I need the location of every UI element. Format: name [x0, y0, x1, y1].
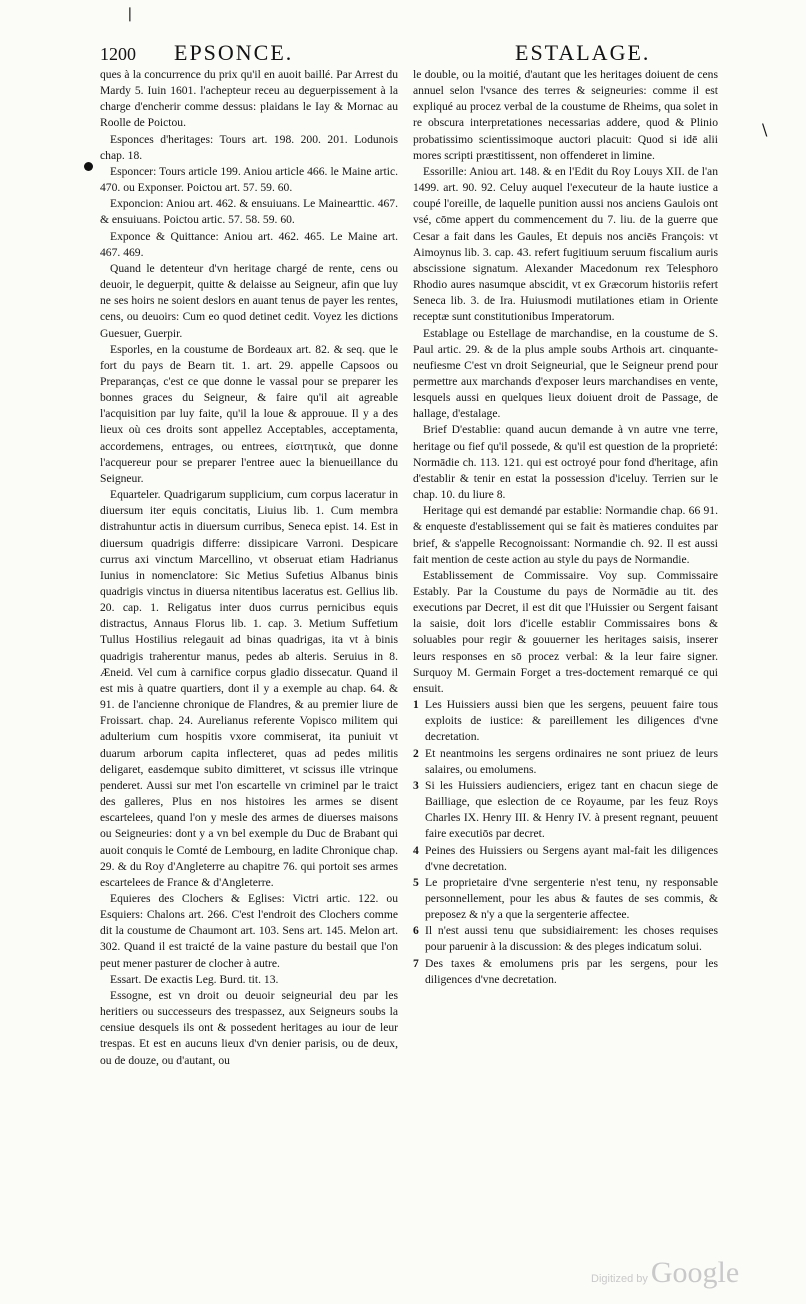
- numbered-item: [413, 843, 718, 875]
- numbered-item: [413, 746, 718, 778]
- digitization-watermark: [591, 1256, 739, 1290]
- numbered-item: [413, 697, 718, 745]
- paragraph: Establissement de Commissaire. Voy sup. Commissaire Estably. Par la Coustume du pays de Normādie au tit. des executions par Decret, il est dit que l'Huissier ou Sergent faisant la saisie, doit lors d'icelle establir Commissaires bons & soluables pour regir & gouuerner les heritages saisis, inserer leurs responses en sō procez verbal: & la leur faire signer. Surquoy M. Germain Forget a tres-doctement remarqué ce qui ensuit.: [413, 568, 718, 695]
- ink-dot: [84, 162, 93, 171]
- paragraph: Esponcer: Tours article 199. Aniou article 466. le Maine artic. 470. ou Exponser. Poictou art. 57. 59. 60.: [100, 164, 398, 195]
- paragraph: ques à la concurrence du prix qu'il en auoit baillé. Par Arrest du Mardy 5. Iuin 1601. l'achepteur receu au deguerpissement à la charge d'encherir comme dessus: plaidans le Iay & Mornac au Roolle de Poictou.: [100, 68, 398, 130]
- paragraph: Quand le detenteur d'vn heritage chargé de rente, cens ou deuoir, le deguerpit, quitte & delaisse au Seigneur, afin que luy ne ses hoirs ne soient deslors en auant tenus de payer les rentes, cens, ou deuoirs: Cum eo quod detinet cedit. Voyez les dictions Guesuer, Guerpir.: [100, 261, 398, 340]
- numbered-item: [413, 956, 718, 988]
- item-number: 2: [413, 746, 419, 760]
- numbered-item: [413, 923, 718, 955]
- item-number: 4: [413, 843, 419, 857]
- paragraph: Essart. De exactis Leg. Burd. tit. 13.: [110, 972, 279, 986]
- margin-mark-right: \: [762, 120, 768, 139]
- page-number: 1200: [100, 44, 136, 64]
- paragraph: Esponces d'heritages: Tours art. 198. 200. 201. Lodunois chap. 18.: [100, 132, 398, 162]
- paragraph: Equarteler. Quadrigarum supplicium, cum corpus laceratur in diuersum iter equis concitatis, Liuius lib. 1. Cum membra distrahuntur actis in diuersum curribus, Seneca epist. 14. Est in diuersum quadrigis differre: dissipicare Varroni. Despicare currus axi vinctum Marcellino, vt obseruat etiam Hadrianus Iunius in nomenclatore: Sic Metius Sufetius Albanus binis quadrigis vinctus in diuersa nitentibus laceratus est. Gellius lib. 20. cap. 1. Religatus inter duos currus pernicibus equis distractus, Annaus Florus lib. 1. cap. 3. Metium Suffetium Tullus Hostilius relegauit ad binas quadrigas, ita vt à binis quadrigis traherentur manus, pedes ab alteris. Seruius in 8. Æneid. Vel cum à carnifice corpus gladio dissecatur. Quand il est mis à quatre quartiers, dont il y a exemple au chap. 64. & 91. de l'ancienne chronique de Flandres, & au premier liure de Froissart. chap. 24. Aurelianus referente Vopisco militem qui adulterium cum hospitis vxore commiserat, ita puniuit vt duarum arborum capita inflecteret, quas ad pedes militis deligaret, easdemque subito dimitteret, vt scissus ille vtrinque penderet. Aussi sur met l'on escartelle vn criminel par le traict des galleres, Plus en nos histoires les armes se disent escartelees, quand l'on y mesle des armes de diuerses maisons ou Seigneuries: dont y a vn bel exemple du Duc de Brabant qui auoit conquis le Comté de Lembourg, en ladite Chronique chap. 29. & du Roy d'Angleterre au chapitre 76. qui portoit ses armes escartelees de France & d'Angleterre.: [100, 488, 398, 889]
- paragraph: Heritage qui est demandé par establie: Normandie chap. 66 91. & enqueste d'establissement qui se fait ès matieres conduites par brief, & s'appelle Recognoissant: Normandie ch. 92. Il est aussi fait mention de ceste action au style du pays de Normandie.: [413, 504, 718, 566]
- numbered-item: [413, 875, 718, 923]
- left-headword: EPSONCE.: [174, 40, 294, 65]
- running-header: [100, 40, 730, 70]
- paragraph: Exponce & Quittance: Aniou art. 462. 465. Le Maine art. 467. 469.: [100, 229, 398, 259]
- left-column: [100, 67, 398, 1069]
- numbered-item: [413, 778, 718, 843]
- item-number: 6: [413, 924, 419, 938]
- right-column: [413, 67, 718, 988]
- google-logo: Google: [650, 1256, 740, 1289]
- paragraph: Esporles, en la coustume de Bordeaux art. 82. & seq. que le fort du pays de Bearn tit. 1. art. 29. appelle Capsoos ou Preparanças, c'est ce que donne le vassal pour se preparer les bonnes graces du Seigneur, & faire qu'il ait agreable l'acquisition par luy faite, qu'il la loue & approuue. Il y a des lieux où ces droits sont appellez Acceptables, acceptamenta, accordemens, entrages, ou entrees, εἰσιτητικὰ, que donne l'acquereur pour se preparer l'entree auec la bienueillance du Seigneur.: [100, 342, 398, 485]
- watermark-prefix: Digitized by: [591, 1273, 648, 1285]
- paragraph: Exponcion: Aniou art. 462. & ensuiuans. Le Mainearttic. 467. & ensuiuans. Poictou artic. 57. 58. 59. 60.: [100, 197, 398, 227]
- paragraph: Essogne, est vn droit ou deuoir seigneurial deu par les heritiers ou successeurs des trespassez, aux Seigneurs soubs la censiue desquels ils ont & possedent heritages au iour de leur trespas. Et est en aucuns lieux d'vn denier parisis, ou de deux, ou de douze, ou d'autant, ou: [100, 988, 398, 1067]
- paragraph: le double, ou la moitié, d'autant que les heritages doiuent de cens annuel selon l'vsance des terres & seigneuries: comme il est expliqué au procez verbal de la coustume de Rheims, qua solet in re obscura interpretationes necessarias addere, quod & Plinio probatissimo scientissimoque auctori placuit: Quod si idē alii mores scripti præstitissent, non offenderet in limine.: [413, 68, 718, 162]
- item-text: Et neantmoins les sergens ordinaires ne sont priuez de leurs salaires, ou emolumens.: [425, 746, 718, 776]
- right-headword: ESTALAGE.: [515, 40, 651, 65]
- item-text: Le proprietaire d'vne sergenterie n'est tenu, ny responsable personnellement, pour les abus & fautes de ses commis, & preposez & n'y a que la sergenterie affectee.: [425, 875, 718, 922]
- item-text: Des taxes & emolumens pris par les sergens, pour les diligences d'vne decretation.: [425, 956, 718, 986]
- item-number: 7: [413, 956, 419, 970]
- paragraph: Essorille: Aniou art. 148. & en l'Edit du Roy Louys XII. de l'an 1499. art. 90. 92. Celuy auquel l'executeur de la haute iustice a coupé l'oreille, de laquelle punition aussi nos anciens Gaulois ont vsé, cōme appert du commencement du 7. liu. de la guerre que Cesar a fait dans les Gaules, Et depuis nos anciēs François: vt Aimoynus lib. 3. cap. 43. refert fugitiuum seruum fiscalium auris abscissione signatum. Alexander Macedonum rex Telesphoro Rhodio aures nasumque abscidit, vt ex Græcorum historiis refert Seneca lib. 3. de Ira. Huiusmodi mutilationes etiam in Oriente receptæ sunt constitutionibus Imperatorum.: [413, 164, 718, 324]
- paragraph: Brief D'establie: quand aucun demande à vn autre vne terre, heritage ou fief qu'il possede, & qu'il est question de la proprieté: Normādie ch. 113. 121. qui est octroyé pour fond d'heritage, afin d'establir & tenir en estat la possession d'iceluy. Terrien sur le chap. 10. du liure 8.: [413, 423, 718, 502]
- margin-mark-top: ❘: [124, 6, 136, 22]
- paragraph: Equieres des Clochers & Eglises: Victri artic. 122. ou Esquiers: Chalons art. 266. C'est l'endroit des Clochers comme dit la coustume de Chaumont art. 103. Sens art. 145. Melon art. 302. Quand il est traicté de la vaine pasture du bestail que l'on peut mener pasturer de clocher à autre.: [100, 891, 398, 970]
- item-number: 1: [413, 698, 419, 712]
- item-text: Les Huissiers aussi bien que les sergens, peuuent faire tous exploits de iustice: & pareillement les diligences d'vne decretation.: [425, 698, 718, 744]
- item-text: Peines des Huissiers ou Sergens ayant mal-fait les diligences d'vne decretation.: [425, 843, 718, 873]
- item-text: Si les Huissiers audienciers, erigez tant en chacun siege de Bailliage, que eslection de ce Royaume, par les feuz Roys Charles IX. Henry III. & Henry IV. à present regnant, peuuent faire executiōs par decret.: [425, 778, 718, 841]
- paragraph: Establage ou Estellage de marchandise, en la coustume de S. Paul artic. 29. & de la plus ample soubs Arthois art. cinquante-neufiesme C'est vn droit Seigneurial, que le Seigneur prend pour permettre aux marchands d'exposer leurs marchandises en vente, lesquels aussi en quelques lieux doiuent droit de Passage, de hallage, d'estalage.: [413, 326, 718, 421]
- item-number: 5: [413, 875, 419, 889]
- item-text: Il n'est aussi tenu que subsidiairement: les choses requises pour paruenir à la discussion: & des pleges indicatum solui.: [425, 924, 718, 954]
- item-number: 3: [413, 778, 419, 792]
